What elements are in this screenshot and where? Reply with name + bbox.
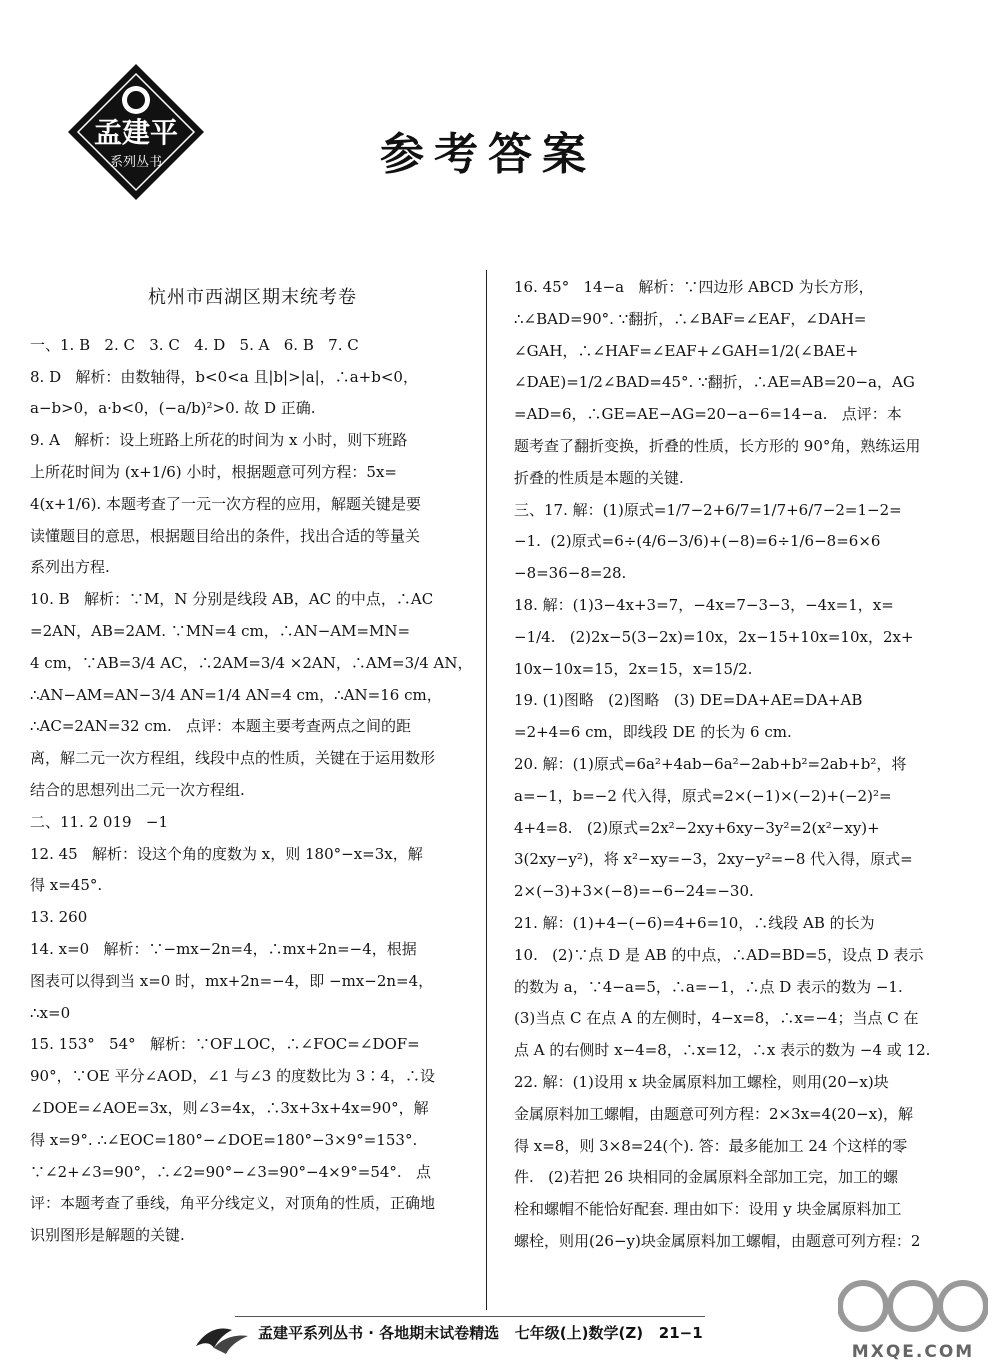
answer-line: 点 A 的右侧时 x−4=8，∴x=12，∴x 表示的数为 −4 或 12. (514, 1041, 931, 1060)
answer-line: 读懂题目的意思，根据题目给出的条件，找出合适的等量关 (30, 526, 421, 545)
answer-line: 3(2xy−y²)，将 x²−xy=−3，2xy−y²=−8 代入得，原式= (514, 850, 913, 869)
left-column (30, 272, 475, 1252)
answer-line: 10. B 解析：∵M，N 分别是线段 AB，AC 的中点，∴AC (30, 590, 434, 609)
answer-line: 4 cm，∵AB=3/4 AC，∴2AM=3/4 ×2AN，∴AM=3/4 AN， (30, 653, 473, 672)
answer-line: 13. 260 (30, 908, 88, 927)
answer-line: 结合的思想列出二元一次方程组. (30, 780, 245, 799)
answer-line: 90°，∵OE 平分∠AOD，∠1 与∠3 的度数比为 3∶4，∴设 (30, 1067, 435, 1086)
footer-rule (235, 1316, 705, 1317)
answer-line: 15. 153° 54° 解析：∵OF⊥OC，∴∠FOC=∠DOF= (30, 1035, 420, 1054)
answer-line: 三、17. 解：(1)原式=1/7−2+6/7=1/7+6/7−2=1−2= (514, 500, 902, 519)
column-divider (486, 270, 487, 1310)
watermark-text: MXQE.COM (851, 1342, 975, 1362)
answer-line: =2AN，AB=2AM. ∵MN=4 cm，∴AN−AM=MN= (30, 621, 411, 640)
answer-line: 评：本题考查了垂线，角平分线定义，对顶角的性质，正确地 (30, 1194, 436, 1213)
answer-line: 得 x=8，则 3×8=24(个). 答：最多能加工 24 个这样的零 (514, 1136, 908, 1155)
answer-line: 10. (2)∵点 D 是 AB 的中点，∴AD=BD=5，设点 D 表示 (514, 945, 924, 964)
left-answer-lines (30, 330, 475, 1252)
section-title: 杭州市西湖区期末统考卷 (148, 287, 357, 308)
answer-line: 系列出方程. (30, 558, 110, 577)
answer-line: ∠DAE)=1/2∠BAD=45°. ∵翻折，∴AE=AB=20−a，AG (514, 373, 915, 392)
answer-line: =2+4=6 cm，即线段 DE 的长为 6 cm. (514, 723, 792, 742)
watermark (838, 1276, 988, 1362)
answer-line: −1. (2)原式=6÷(4/6−3/6)+(−8)=6÷1/6−8=6×6 (514, 532, 881, 551)
publisher-logo (66, 62, 206, 202)
answer-line: 8. D 解析：由数轴得，b<0<a 且|b|>|a|，∴a+b<0， (30, 367, 418, 386)
answer-line: 上所花时间为 (x+1/6) 小时，根据题意可列方程：5x= (30, 462, 397, 481)
page-title: 参考答案 (380, 129, 596, 180)
answer-line: ∴x=0 (30, 1003, 71, 1022)
answer-line: 栓和螺帽不能恰好配套. 理由如下：设用 y 块金属原料加工 (514, 1200, 902, 1219)
footer-text: 孟建平系列丛书 · 各地期末试卷精选 七年级(上)数学(Z) 21−1 (258, 1324, 703, 1342)
answer-line: 19. (1)图略 (2)图略 (3) DE=DA+AE=DA+AB (514, 691, 863, 710)
answer-line: 得 x=45°. (30, 876, 103, 895)
answer-line: 21. 解：(1)+4−(−6)=4+6=10，∴线段 AB 的长为 (514, 913, 875, 932)
answer-line: 18. 解：(1)3−4x+3=7，−4x=7−3−3，−4x=1，x= (514, 595, 894, 614)
answer-line: 金属原料加工螺帽，由题意可列方程：2×3x=4(20−x)，解 (514, 1104, 914, 1123)
answer-line: 二、11. 2 019 −1 (30, 812, 168, 831)
answer-line: ∴AN−AM=AN−3/4 AN=1/4 AN=4 cm，∴AN=16 cm， (30, 685, 442, 704)
answer-line: 件. (2)若把 26 块相同的金属原料全部加工完，加工的螺 (514, 1168, 898, 1187)
logo-series: 系列丛书 (109, 155, 163, 170)
answer-line: 一、1. B 2. C 3. C 4. D 5. A 6. B 7. C (30, 335, 359, 354)
answer-line: 识别图形是解题的关键. (30, 1226, 185, 1245)
answer-line: −1/4. (2)2x−5(3−2x)=10x，2x−15+10x=10x，2x+ (514, 627, 914, 646)
answer-line: 20. 解：(1)原式=6a²+4ab−6a²−2ab+b²=2ab+b²，将 (514, 754, 907, 773)
answer-line: ∠GAH，∴∠HAF=∠EAF+∠GAH=1/2(∠BAE+ (514, 341, 859, 360)
answer-line: 9. A 解析：设上班路上所花的时间为 x 小时，则下班路 (30, 431, 408, 450)
answer-line: 得 x=9°. ∴∠EOC=180°−∠DOE=180°−3×9°=153°. (30, 1130, 418, 1149)
right-answer-lines (514, 272, 959, 1258)
answer-line: a−b>0，a·b<0，(−a/b)²>0. 故 D 正确. (30, 399, 316, 418)
answer-line: (3)当点 C 在点 A 的左侧时，4−x=8，∴x=−4；当点 C 在 (514, 1009, 919, 1028)
answer-line: 的数为 a，∵4−a=5，∴a=−1，∴点 D 表示的数为 −1. (514, 977, 903, 996)
answer-line: 折叠的性质是本题的关键. (514, 468, 684, 487)
answer-line: 螺栓，则用(26−y)块金属原料加工螺帽，由题意可列方程：2 (514, 1231, 921, 1250)
answer-line: ∴AC=2AN=32 cm. 点评：本题主要考查两点之间的距 (30, 717, 412, 736)
answer-line: 4(x+1/6). 本题考查了一元一次方程的应用，解题关键是要 (30, 494, 421, 513)
answer-line: 22. 解：(1)设用 x 块金属原料加工螺栓，则用(20−x)块 (514, 1072, 889, 1091)
answer-line: 10x−10x=15，2x=15，x=15/2. (514, 659, 753, 678)
answer-line: ∵∠2+∠3=90°，∴∠2=90°−∠3=90°−4×9°=54°. 点 (30, 1162, 432, 1181)
answer-line: a=−1，b=−2 代入得，原式=2×(−1)×(−2)+(−2)²= (514, 786, 892, 805)
answer-line: −8=36−8=28. (514, 564, 627, 583)
answer-line: 16. 45° 14−a 解析：∵四边形 ABCD 为长方形， (514, 278, 874, 296)
answer-line: 题考查了翻折变换，折叠的性质，长方形的 90°角，熟练运用 (514, 436, 921, 455)
bird-icon (192, 1316, 252, 1358)
answer-line: =AD=6，∴GE=AE−AG=20−a−6=14−a. 点评：本 (514, 405, 902, 424)
answer-line: ∴∠BAD=90°. ∵翻折，∴∠BAF=∠EAF，∠DAH= (514, 309, 867, 328)
answer-line: ∠DOE=∠AOE=3x，则∠3=4x，∴3x+3x+4x=90°，解 (30, 1098, 429, 1117)
answer-line: 2×(−3)+3×(−8)=−6−24=−30. (514, 882, 754, 901)
answer-line: 4+4=8. (2)原式=2x²−2xy+6xy−3y²=2(x²−xy)+ (514, 818, 880, 837)
answer-line: 14. x=0 解析：∵−mx−2n=4，∴mx+2n=−4，根据 (30, 939, 417, 958)
answer-line: 离，解二元一次方程组，线段中点的性质，关键在于运用数形 (30, 749, 436, 768)
answer-line: 图表可以得到当 x=0 时，mx+2n=−4，即 −mx−2n=4， (30, 971, 434, 990)
logo-name: 孟建平 (93, 116, 179, 149)
answer-line: 12. 45 解析：设这个角的度数为 x，则 180°−x=3x，解 (30, 844, 423, 863)
right-column (514, 272, 959, 1258)
